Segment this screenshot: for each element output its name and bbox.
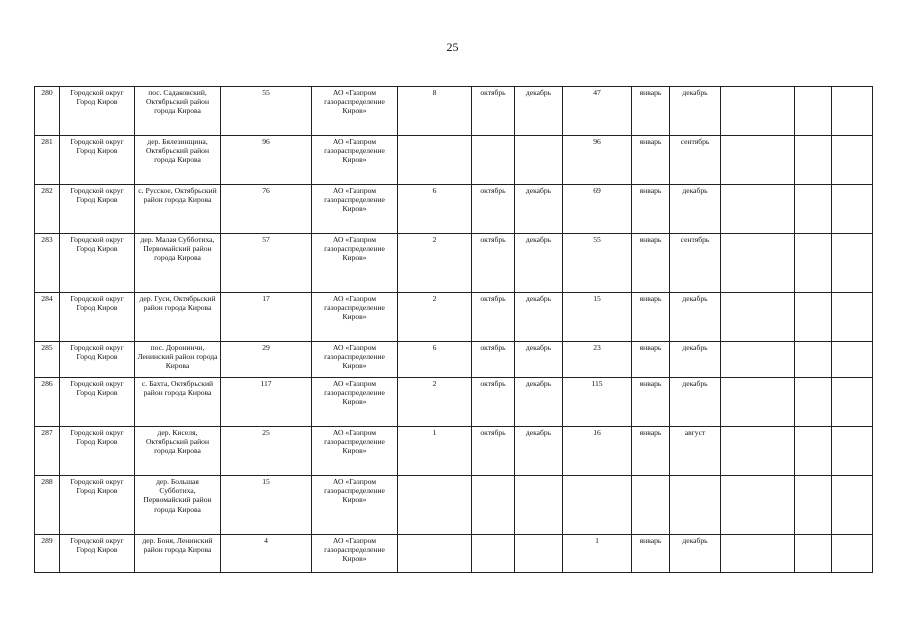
cell-total-count: 55 xyxy=(221,87,312,136)
cell-stage2-end: декабрь xyxy=(670,185,721,234)
cell-municipality: Городской округ Город Киров xyxy=(60,234,135,293)
cell-extra-col-2 xyxy=(795,342,832,378)
cell-extra-col-2 xyxy=(795,476,832,535)
cell-row-number: 289 xyxy=(35,535,60,573)
table-row xyxy=(35,427,873,476)
cell-settlement: дер. Боня, Ленинский район города Кирова xyxy=(135,535,221,573)
cell-settlement: дер. Киселя, Октябрьский район города Кирова xyxy=(135,427,221,476)
cell-row-number: 280 xyxy=(35,87,60,136)
cell-stage2-count: 15 xyxy=(563,293,632,342)
cell-stage2-count: 47 xyxy=(563,87,632,136)
cell-stage1-start: октябрь xyxy=(472,185,515,234)
page-number: 25 xyxy=(446,40,459,54)
table-row xyxy=(35,136,873,185)
cell-stage1-count xyxy=(398,476,472,535)
cell-municipality: Городской округ Город Киров xyxy=(60,87,135,136)
cell-stage2-count: 1 xyxy=(563,535,632,573)
cell-stage2-start: январь xyxy=(632,535,670,573)
cell-extra-col-1 xyxy=(721,234,795,293)
cell-gas-distribution-org: АО «Газпром газораспределение Киров» xyxy=(312,342,398,378)
cell-stage1-count xyxy=(398,136,472,185)
cell-stage1-end: декабрь xyxy=(515,87,563,136)
table-row xyxy=(35,293,873,342)
cell-extra-col-2 xyxy=(795,427,832,476)
cell-stage1-end: декабрь xyxy=(515,234,563,293)
cell-stage1-start: октябрь xyxy=(472,293,515,342)
cell-extra-col-2 xyxy=(795,87,832,136)
cell-stage1-count xyxy=(398,535,472,573)
cell-total-count: 29 xyxy=(221,342,312,378)
table-row xyxy=(35,476,873,535)
cell-row-number: 284 xyxy=(35,293,60,342)
cell-municipality: Городской округ Город Киров xyxy=(60,136,135,185)
cell-municipality: Городской округ Город Киров xyxy=(60,378,135,427)
cell-extra-col-1 xyxy=(721,535,795,573)
cell-stage2-start: январь xyxy=(632,234,670,293)
cell-stage1-count: 8 xyxy=(398,87,472,136)
table-row xyxy=(35,185,873,234)
cell-extra-col-1 xyxy=(721,293,795,342)
cell-stage1-end xyxy=(515,535,563,573)
cell-settlement: дер. Большая Субботиха, Первомайский район города Кирова xyxy=(135,476,221,535)
table-row xyxy=(35,378,873,427)
cell-extra-col-1 xyxy=(721,476,795,535)
cell-settlement: пос. Садаковский, Октябрьский район города Кирова xyxy=(135,87,221,136)
cell-extra-col-1 xyxy=(721,136,795,185)
cell-stage1-end: декабрь xyxy=(515,342,563,378)
cell-extra-col-1 xyxy=(721,378,795,427)
cell-extra-col-1 xyxy=(721,87,795,136)
cell-stage2-start: январь xyxy=(632,427,670,476)
cell-extra-col-2 xyxy=(795,378,832,427)
cell-extra-col-3 xyxy=(832,427,873,476)
cell-stage2-end: декабрь xyxy=(670,535,721,573)
cell-stage1-end: декабрь xyxy=(515,185,563,234)
cell-stage2-end: сентябрь xyxy=(670,136,721,185)
cell-total-count: 96 xyxy=(221,136,312,185)
cell-stage2-start: январь xyxy=(632,293,670,342)
cell-gas-distribution-org: АО «Газпром газораспределение Киров» xyxy=(312,185,398,234)
cell-stage2-count: 69 xyxy=(563,185,632,234)
cell-stage2-end: сентябрь xyxy=(670,234,721,293)
cell-row-number: 285 xyxy=(35,342,60,378)
cell-stage1-count: 1 xyxy=(398,427,472,476)
cell-extra-col-2 xyxy=(795,535,832,573)
cell-settlement: дер. Гуси, Октябрьский район города Кирова xyxy=(135,293,221,342)
cell-stage2-start: январь xyxy=(632,136,670,185)
cell-stage2-start: январь xyxy=(632,87,670,136)
cell-extra-col-3 xyxy=(832,185,873,234)
cell-stage2-start: январь xyxy=(632,342,670,378)
cell-gas-distribution-org: АО «Газпром газораспределение Киров» xyxy=(312,378,398,427)
cell-stage1-start: октябрь xyxy=(472,378,515,427)
cell-gas-distribution-org: АО «Газпром газораспределение Киров» xyxy=(312,293,398,342)
cell-total-count: 117 xyxy=(221,378,312,427)
cell-stage1-start xyxy=(472,136,515,185)
cell-municipality: Городской округ Город Киров xyxy=(60,185,135,234)
cell-stage2-start: январь xyxy=(632,185,670,234)
cell-stage1-end xyxy=(515,476,563,535)
cell-stage1-start: октябрь xyxy=(472,234,515,293)
cell-stage1-start: октябрь xyxy=(472,342,515,378)
cell-stage2-count xyxy=(563,476,632,535)
cell-extra-col-3 xyxy=(832,293,873,342)
cell-extra-col-3 xyxy=(832,342,873,378)
cell-municipality: Городской округ Город Киров xyxy=(60,342,135,378)
cell-stage1-end: декабрь xyxy=(515,427,563,476)
cell-extra-col-3 xyxy=(832,87,873,136)
cell-total-count: 76 xyxy=(221,185,312,234)
cell-stage1-end xyxy=(515,136,563,185)
cell-gas-distribution-org: АО «Газпром газораспределение Киров» xyxy=(312,535,398,573)
cell-extra-col-2 xyxy=(795,234,832,293)
cell-gas-distribution-org: АО «Газпром газораспределение Киров» xyxy=(312,427,398,476)
cell-total-count: 17 xyxy=(221,293,312,342)
cell-row-number: 286 xyxy=(35,378,60,427)
cell-stage1-end: декабрь xyxy=(515,378,563,427)
cell-extra-col-3 xyxy=(832,476,873,535)
cell-stage2-count: 16 xyxy=(563,427,632,476)
cell-row-number: 288 xyxy=(35,476,60,535)
cell-stage2-start xyxy=(632,476,670,535)
cell-total-count: 57 xyxy=(221,234,312,293)
cell-stage1-count: 2 xyxy=(398,234,472,293)
cell-gas-distribution-org: АО «Газпром газораспределение Киров» xyxy=(312,476,398,535)
cell-total-count: 4 xyxy=(221,535,312,573)
cell-extra-col-1 xyxy=(721,427,795,476)
table-row xyxy=(35,535,873,573)
cell-settlement: дер. Малая Субботиха, Первомайский район города Кирова xyxy=(135,234,221,293)
cell-settlement: пос. Доронинчи, Ленинский район города Кирова xyxy=(135,342,221,378)
cell-stage1-count: 2 xyxy=(398,378,472,427)
cell-gas-distribution-org: АО «Газпром газораспределение Киров» xyxy=(312,234,398,293)
cell-stage1-start: октябрь xyxy=(472,427,515,476)
cell-stage2-end: декабрь xyxy=(670,87,721,136)
cell-stage2-count: 115 xyxy=(563,378,632,427)
cell-extra-col-3 xyxy=(832,378,873,427)
cell-stage2-count: 96 xyxy=(563,136,632,185)
cell-gas-distribution-org: АО «Газпром газораспределение Киров» xyxy=(312,136,398,185)
cell-extra-col-2 xyxy=(795,185,832,234)
cell-gas-distribution-org: АО «Газпром газораспределение Киров» xyxy=(312,87,398,136)
cell-stage2-end: декабрь xyxy=(670,378,721,427)
cell-total-count: 25 xyxy=(221,427,312,476)
cell-extra-col-3 xyxy=(832,234,873,293)
cell-row-number: 282 xyxy=(35,185,60,234)
cell-extra-col-2 xyxy=(795,293,832,342)
cell-stage2-end xyxy=(670,476,721,535)
cell-stage1-count: 6 xyxy=(398,185,472,234)
cell-stage1-end: декабрь xyxy=(515,293,563,342)
cell-stage2-count: 23 xyxy=(563,342,632,378)
cell-stage2-end: август xyxy=(670,427,721,476)
cell-extra-col-1 xyxy=(721,342,795,378)
table-row xyxy=(35,342,873,378)
cell-stage1-start xyxy=(472,535,515,573)
table-row xyxy=(35,87,873,136)
cell-stage1-count: 6 xyxy=(398,342,472,378)
cell-settlement: дер. Бялезинщина, Октябрьский район города Кирова xyxy=(135,136,221,185)
table-row xyxy=(35,234,873,293)
cell-municipality: Городской округ Город Киров xyxy=(60,535,135,573)
cell-row-number: 287 xyxy=(35,427,60,476)
cell-total-count: 15 xyxy=(221,476,312,535)
cell-row-number: 281 xyxy=(35,136,60,185)
cell-municipality: Городской округ Город Киров xyxy=(60,427,135,476)
gasification-table xyxy=(34,86,873,573)
cell-stage2-count: 55 xyxy=(563,234,632,293)
cell-stage1-start: октябрь xyxy=(472,87,515,136)
cell-stage2-end: декабрь xyxy=(670,342,721,378)
cell-stage1-start xyxy=(472,476,515,535)
cell-settlement: с. Бахта, Октябрьский район города Кирова xyxy=(135,378,221,427)
cell-extra-col-3 xyxy=(832,136,873,185)
cell-stage2-end: декабрь xyxy=(670,293,721,342)
cell-extra-col-1 xyxy=(721,185,795,234)
cell-settlement: с. Русское, Октябрьский район города Кирова xyxy=(135,185,221,234)
cell-extra-col-2 xyxy=(795,136,832,185)
cell-stage1-count: 2 xyxy=(398,293,472,342)
cell-stage2-start: январь xyxy=(632,378,670,427)
cell-municipality: Городской округ Город Киров xyxy=(60,476,135,535)
cell-municipality: Городской округ Город Киров xyxy=(60,293,135,342)
cell-row-number: 283 xyxy=(35,234,60,293)
cell-extra-col-3 xyxy=(832,535,873,573)
